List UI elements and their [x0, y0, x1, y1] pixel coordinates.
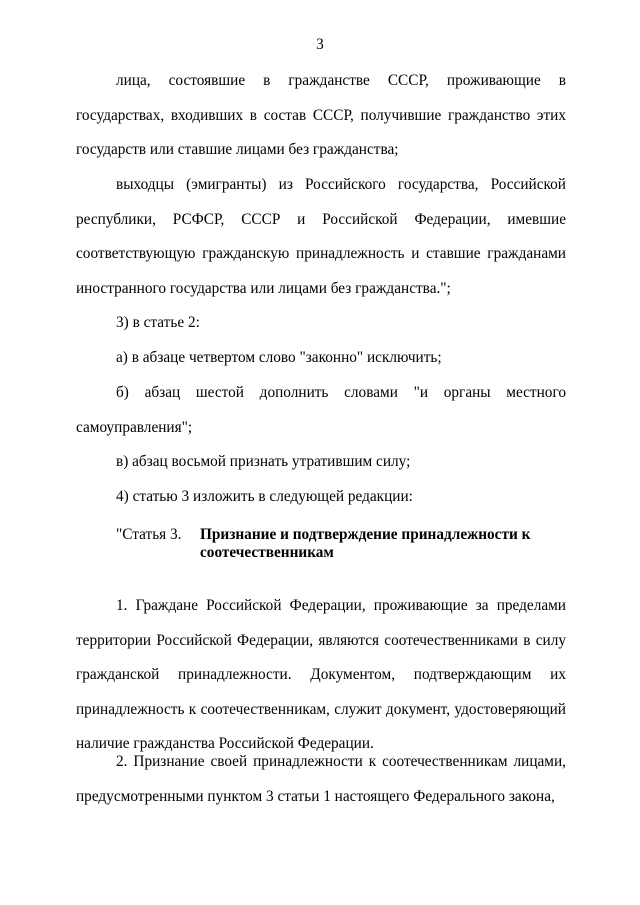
- paragraph-item-3a: а) в абзаце четвертом слово "законно" исключить;: [116, 349, 442, 366]
- article-label: "Статья 3.: [116, 526, 182, 543]
- paragraph-item-3b: б) абзац шестой дополнить словами "и органы местного самоуправления";: [76, 384, 566, 436]
- article-title: Признание и подтверждение принадлежности к соотечественникам: [200, 526, 531, 561]
- paragraph-article-point-2: 2. Признание своей принадлежности к соотечественникам лицами, предусмотренными пунктом 3 статьи 1 настоящего Федерального закона,: [76, 753, 566, 805]
- paragraph-former-ussr-citizens: лица, состоявшие в гражданстве СССР, проживающие в государствах, входивших в состав СССР, получившие гражданство этих государств или ставшие лицами без гражданства;: [76, 72, 566, 159]
- article-heading: [116, 526, 566, 562]
- paragraph-article-point-1: 1. Граждане Российской Федерации, проживающие за пределами территории Российской Федерации, являются соотечественниками в силу гражданской принадлежности. Документом, подтверждающим их принадлежность к соотечественникам, служит документ, удостоверяющий наличие гражданства Российской Федерации.: [76, 597, 566, 753]
- paragraph-item-4: 4) статью 3 изложить в следующей редакции:: [116, 488, 413, 505]
- paragraph-item-3v: в) абзац восьмой признать утратившим силу;: [116, 453, 411, 470]
- paragraph-item-3: 3) в статье 2:: [116, 314, 200, 331]
- page-number: 3: [316, 36, 324, 53]
- paragraph-emigrants: выходцы (эмигранты) из Российского государства, Российской республики, РСФСР, СССР и Российской Федерации, имевшие соответствующую гражданскую принадлежность и ставшие гражданами иностранного государства или лицами без гражданства.";: [76, 176, 566, 297]
